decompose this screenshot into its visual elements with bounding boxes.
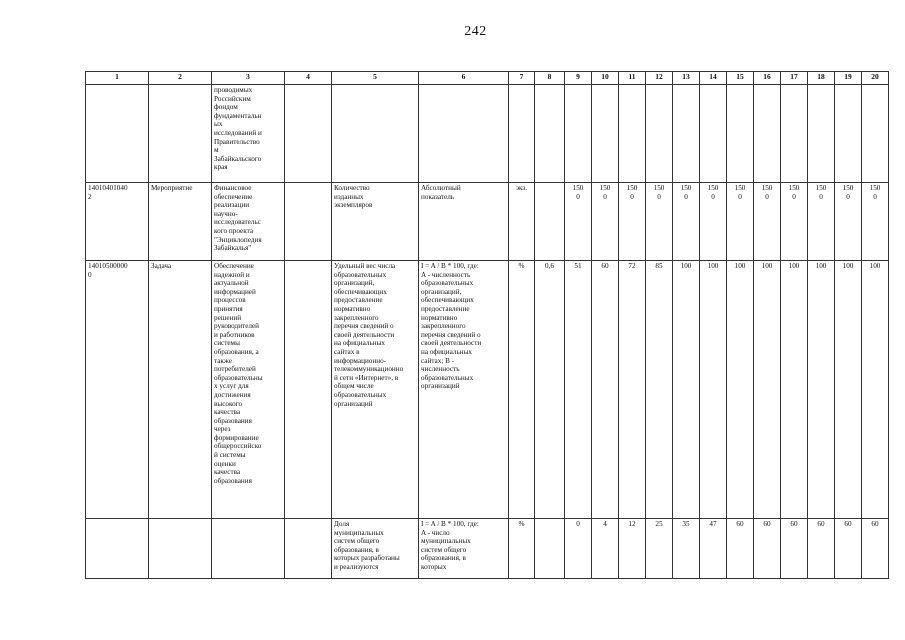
- type-cell: Задача: [149, 261, 212, 519]
- indicator-cell: Доля муниципальных систем общего образования, в которых разработаны и реализуются: [332, 519, 419, 579]
- method-cell: [419, 85, 509, 183]
- value-cell: 100: [700, 261, 727, 519]
- header-cell: 3: [212, 72, 285, 85]
- method-cell: I = A / B * 100, где: A - число муниципальных систем общего образования, в которых: [419, 519, 509, 579]
- page-number: 242: [464, 24, 487, 39]
- method-cell: I = A / B * 100, где: A - численность образовательных организаций, обеспечивающих предоставление нормативно закрепленного перечня сведений о своей деятельности на официальных сайтах; B - численность образовательных организаций: [419, 261, 509, 519]
- table-row: [86, 183, 889, 261]
- header-cell: 11: [619, 72, 646, 85]
- method-cell: Абсолютный показатель: [419, 183, 509, 261]
- base-cell: 0,6: [535, 261, 565, 519]
- value-cell: 60: [754, 519, 781, 579]
- value-cell: 60: [781, 519, 808, 579]
- value-cell: 25: [646, 519, 673, 579]
- value-cell: 150 0: [592, 183, 619, 261]
- value-cell: 60: [835, 519, 862, 579]
- header-cell: 12: [646, 72, 673, 85]
- value-cell: [673, 85, 700, 183]
- header-cell: 10: [592, 72, 619, 85]
- table-row: [86, 85, 889, 183]
- code-cell: 14010401040 2: [86, 183, 149, 261]
- value-cell: [565, 85, 592, 183]
- value-cell: 150 0: [646, 183, 673, 261]
- header-cell: 14: [700, 72, 727, 85]
- value-cell: 0: [565, 519, 592, 579]
- value-cell: 60: [808, 519, 835, 579]
- value-cell: [700, 85, 727, 183]
- value-cell: 4: [592, 519, 619, 579]
- header-cell: 15: [727, 72, 754, 85]
- value-cell: [646, 85, 673, 183]
- header-cell: 5: [332, 72, 419, 85]
- name-cell: проводимых Российским фондом фундаментальн ых исследований и Правительство м Забайкальского края: [212, 85, 285, 183]
- value-cell: 100: [673, 261, 700, 519]
- value-cell: 51: [565, 261, 592, 519]
- unit-cell: %: [509, 519, 535, 579]
- value-cell: 150 0: [835, 183, 862, 261]
- indicator-cell: Удельный вес числа образовательных организаций, обеспечивающих предоставление нормативно закрепленного перечня сведений о своей деятельности на официальных сайтах в информационно- телекоммуникационно й сети «Интернет», в общем числе образовательных организаций: [332, 261, 419, 519]
- value-cell: 150 0: [781, 183, 808, 261]
- col4-cell: [285, 261, 332, 519]
- type-cell: [149, 519, 212, 579]
- value-cell: [835, 85, 862, 183]
- value-cell: 100: [862, 261, 889, 519]
- col4-cell: [285, 183, 332, 261]
- code-cell: 14010500000 0: [86, 261, 149, 519]
- value-cell: 100: [727, 261, 754, 519]
- code-cell: [86, 519, 149, 579]
- value-cell: 150 0: [808, 183, 835, 261]
- name-cell: Финансовое обеспечение реализации научно- исследовательс кого проекта "Энциклопедия Забайкалья": [212, 183, 285, 261]
- name-cell: Обеспечение надежной и актуальной информацией процессов принятия решений руководителей и работников системы образования, а также потребителей образовательны х услуг для достижения высокого качества образования через формирование общероссийско й системы оценки качества образования: [212, 261, 285, 519]
- value-cell: 47: [700, 519, 727, 579]
- header-row: [86, 72, 889, 85]
- value-cell: [754, 85, 781, 183]
- unit-cell: %: [509, 261, 535, 519]
- value-cell: [727, 85, 754, 183]
- value-cell: [862, 85, 889, 183]
- col4-cell: [285, 85, 332, 183]
- value-cell: [619, 85, 646, 183]
- value-cell: 12: [619, 519, 646, 579]
- value-cell: 150 0: [727, 183, 754, 261]
- header-cell: 16: [754, 72, 781, 85]
- value-cell: 85: [646, 261, 673, 519]
- header-cell: 8: [535, 72, 565, 85]
- name-cell: [212, 519, 285, 579]
- code-cell: [86, 85, 149, 183]
- base-cell: [535, 85, 565, 183]
- header-cell: 17: [781, 72, 808, 85]
- header-cell: 6: [419, 72, 509, 85]
- base-cell: [535, 183, 565, 261]
- value-cell: [781, 85, 808, 183]
- base-cell: [535, 519, 565, 579]
- unit-cell: [509, 85, 535, 183]
- header-cell: 20: [862, 72, 889, 85]
- table-row: [86, 519, 889, 579]
- value-cell: [808, 85, 835, 183]
- value-cell: 100: [754, 261, 781, 519]
- header-cell: 18: [808, 72, 835, 85]
- header-cell: 1: [86, 72, 149, 85]
- type-cell: Мероприятие: [149, 183, 212, 261]
- header-cell: 7: [509, 72, 535, 85]
- value-cell: 100: [781, 261, 808, 519]
- header-cell: 9: [565, 72, 592, 85]
- indicator-cell: Количество изданных экземпляров: [332, 183, 419, 261]
- value-cell: [592, 85, 619, 183]
- indicator-cell: [332, 85, 419, 183]
- value-cell: 150 0: [700, 183, 727, 261]
- value-cell: 60: [592, 261, 619, 519]
- header-cell: 4: [285, 72, 332, 85]
- value-cell: 72: [619, 261, 646, 519]
- unit-cell: экз.: [509, 183, 535, 261]
- col4-cell: [285, 519, 332, 579]
- type-cell: [149, 85, 212, 183]
- value-cell: 100: [808, 261, 835, 519]
- header-cell: 19: [835, 72, 862, 85]
- header-cell: 13: [673, 72, 700, 85]
- value-cell: 150 0: [754, 183, 781, 261]
- table-row: [86, 261, 889, 519]
- value-cell: 60: [727, 519, 754, 579]
- value-cell: 60: [862, 519, 889, 579]
- value-cell: 100: [835, 261, 862, 519]
- value-cell: 150 0: [619, 183, 646, 261]
- header-cell: 2: [149, 72, 212, 85]
- value-cell: 150 0: [565, 183, 592, 261]
- value-cell: 35: [673, 519, 700, 579]
- indicators-table: [85, 71, 889, 579]
- value-cell: 150 0: [862, 183, 889, 261]
- value-cell: 150 0: [673, 183, 700, 261]
